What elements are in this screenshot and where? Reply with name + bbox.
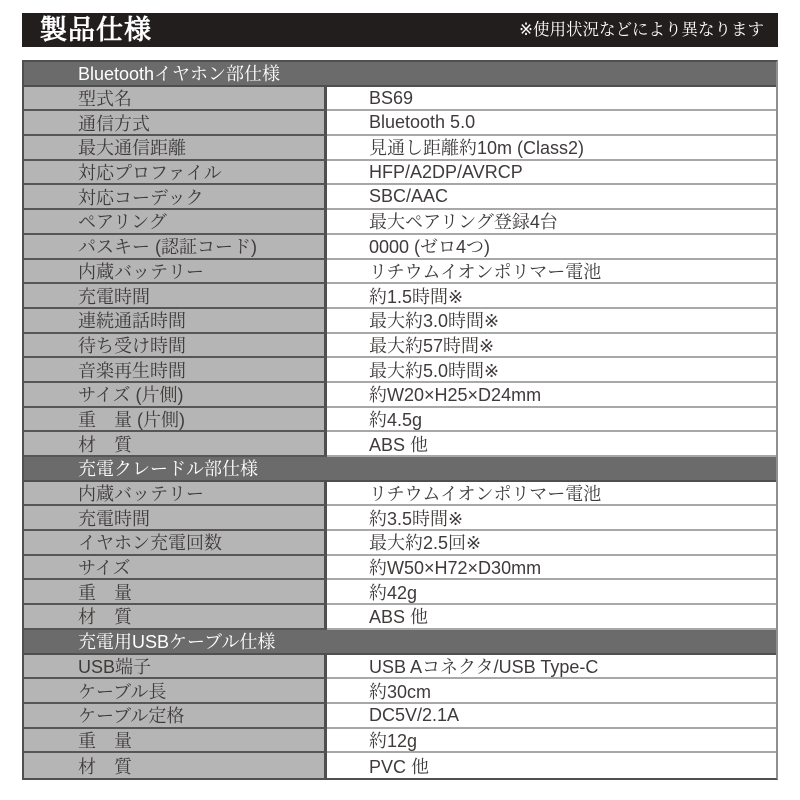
spec-label: USB端子 xyxy=(24,655,327,680)
spec-row xyxy=(24,383,776,408)
spec-row xyxy=(24,260,776,285)
spec-value: DC5V/2.1A xyxy=(327,704,776,729)
spec-label: パスキー (認証コード) xyxy=(24,235,327,260)
spec-row xyxy=(24,531,776,556)
spec-label: 材 質 xyxy=(24,605,327,630)
spec-value: リチウムイオンポリマー電池 xyxy=(327,260,776,285)
spec-label: 通信方式 xyxy=(24,111,327,136)
spec-label: 待ち受け時間 xyxy=(24,334,327,359)
spec-value: 最大ペアリング登録4台 xyxy=(327,210,776,235)
spec-value: BS69 xyxy=(327,87,776,112)
spec-label: サイズ xyxy=(24,556,327,581)
spec-row xyxy=(24,210,776,235)
spec-value: PVC 他 xyxy=(327,753,776,778)
spec-value: 約W20×H25×D24mm xyxy=(327,383,776,408)
spec-row xyxy=(24,704,776,729)
spec-label: 音楽再生時間 xyxy=(24,358,327,383)
spec-label: ケーブル定格 xyxy=(24,704,327,729)
spec-row xyxy=(24,111,776,136)
spec-row xyxy=(24,556,776,581)
spec-label: ケーブル長 xyxy=(24,679,327,704)
spec-value: 約3.5時間※ xyxy=(327,506,776,531)
spec-label: イヤホン充電回数 xyxy=(24,531,327,556)
spec-row xyxy=(24,284,776,309)
spec-value: リチウムイオンポリマー電池 xyxy=(327,482,776,507)
spec-table xyxy=(22,60,778,780)
spec-value: HFP/A2DP/AVRCP xyxy=(327,161,776,186)
spec-row xyxy=(24,334,776,359)
spec-value: ABS 他 xyxy=(327,432,776,457)
spec-label: 重 量 xyxy=(24,729,327,754)
spec-value: 約4.5g xyxy=(327,408,776,433)
spec-label: 充電時間 xyxy=(24,506,327,531)
spec-row xyxy=(24,482,776,507)
spec-label: 材 質 xyxy=(24,432,327,457)
spec-value: 最大約57時間※ xyxy=(327,334,776,359)
spec-value: 最大約2.5回※ xyxy=(327,531,776,556)
spec-value: 最大約5.0時間※ xyxy=(327,358,776,383)
spec-label: 最大通信距離 xyxy=(24,136,327,161)
spec-label: 材 質 xyxy=(24,753,327,778)
spec-row xyxy=(24,358,776,383)
spec-row xyxy=(24,235,776,260)
spec-row xyxy=(24,161,776,186)
spec-value: Bluetooth 5.0 xyxy=(327,111,776,136)
spec-row xyxy=(24,655,776,680)
spec-row xyxy=(24,185,776,210)
spec-row xyxy=(24,432,776,457)
spec-row xyxy=(24,679,776,704)
spec-label: 重 量 xyxy=(24,580,327,605)
section-header: 充電クレードル部仕様 xyxy=(24,457,776,482)
spec-value: ABS 他 xyxy=(327,605,776,630)
spec-value: 約12g xyxy=(327,729,776,754)
usage-note: ※使用状況などにより異なります xyxy=(519,20,764,39)
spec-row xyxy=(24,605,776,630)
spec-label: 内蔵バッテリー xyxy=(24,482,327,507)
spec-label: 連続通話時間 xyxy=(24,309,327,334)
page-title-bar xyxy=(22,13,778,47)
spec-label: 型式名 xyxy=(24,87,327,112)
spec-value: SBC/AAC xyxy=(327,185,776,210)
spec-row xyxy=(24,753,776,778)
spec-label: 重 量 (片側) xyxy=(24,408,327,433)
spec-row xyxy=(24,309,776,334)
spec-value: 約30cm xyxy=(327,679,776,704)
spec-row xyxy=(24,506,776,531)
spec-label: 内蔵バッテリー xyxy=(24,260,327,285)
page-title: 製品仕様 xyxy=(40,14,152,45)
spec-label: 充電時間 xyxy=(24,284,327,309)
spec-value: 見通し距離約10m (Class2) xyxy=(327,136,776,161)
spec-label: ペアリング xyxy=(24,210,327,235)
section-header: 充電用USBケーブル仕様 xyxy=(24,630,776,655)
spec-label: サイズ (片側) xyxy=(24,383,327,408)
spec-row xyxy=(24,580,776,605)
section-header: Bluetoothイヤホン部仕様 xyxy=(24,62,776,87)
spec-value: 約W50×H72×D30mm xyxy=(327,556,776,581)
spec-row xyxy=(24,408,776,433)
spec-row xyxy=(24,87,776,112)
spec-value: 約1.5時間※ xyxy=(327,284,776,309)
spec-value: 約42g xyxy=(327,580,776,605)
spec-label: 対応プロファイル xyxy=(24,161,327,186)
spec-row xyxy=(24,729,776,754)
spec-row xyxy=(24,136,776,161)
spec-label: 対応コーデック xyxy=(24,185,327,210)
spec-value: 最大約3.0時間※ xyxy=(327,309,776,334)
spec-value: 0000 (ゼロ4つ) xyxy=(327,235,776,260)
spec-value: USB Aコネクタ/USB Type-C xyxy=(327,655,776,680)
